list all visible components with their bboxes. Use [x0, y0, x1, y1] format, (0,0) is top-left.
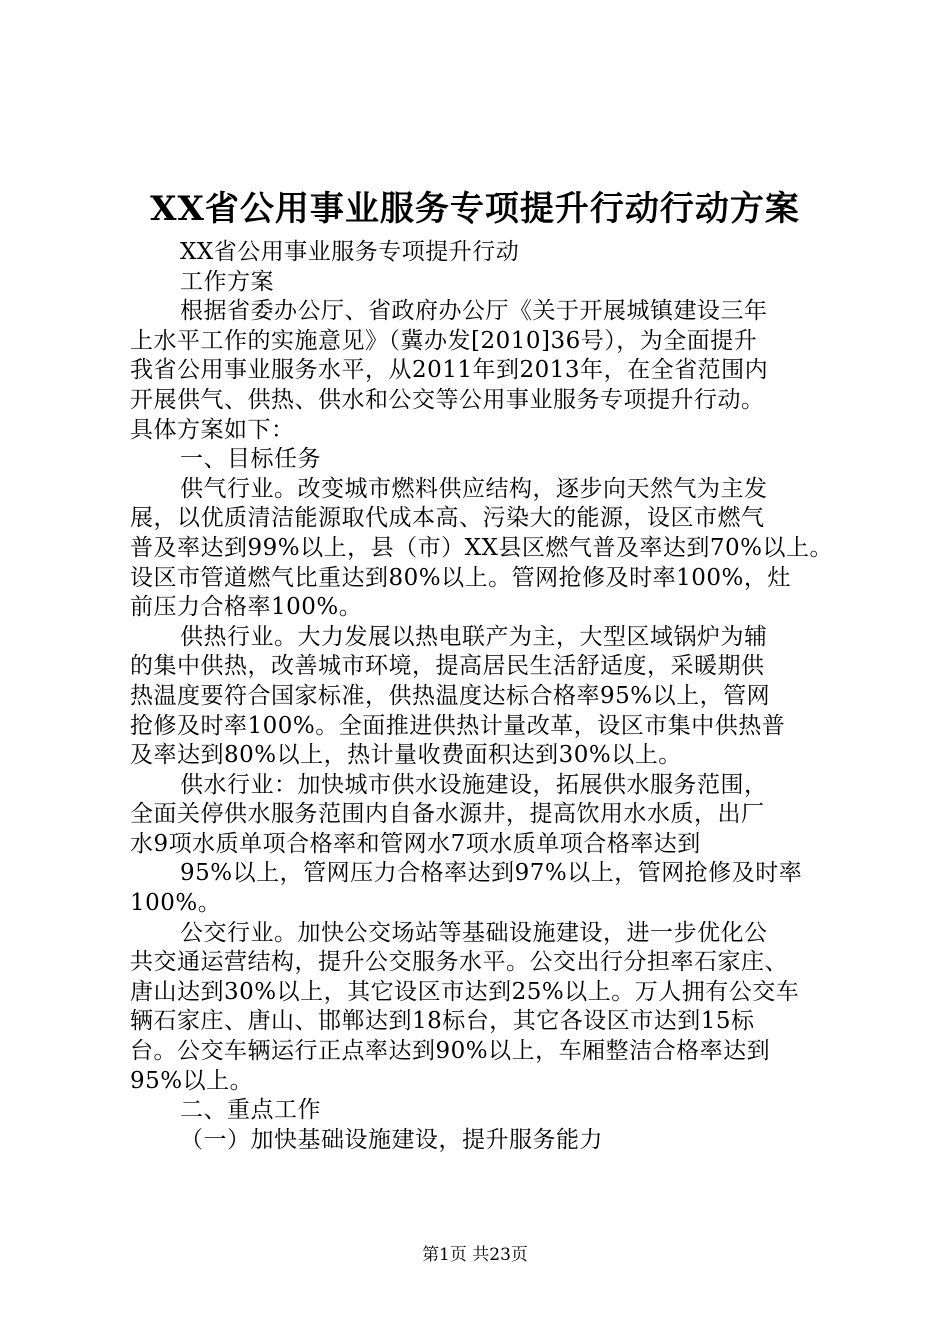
body-line: 供热行业。大力发展以热电联产为主，大型区域锅炉为辅 — [180, 623, 768, 650]
body-line: 工作方案 — [180, 268, 274, 295]
body-line: 供气行业。改变城市燃料供应结构，逐步向天然气为主发 — [180, 475, 768, 502]
body-line: 共交通运营结构，提升公交服务水平。公交出行分担率石家庄、 — [130, 949, 788, 976]
body-line: 供水行业：加快城市供水设施建设，拓展供水服务范围， — [180, 771, 768, 798]
body-line: 辆石家庄、唐山、邯郸达到18标台，其它各设区市达到15标 — [130, 1008, 755, 1035]
body-line: 设区市管道燃气比重达到80%以上。管网抢修及时率100%，灶 — [130, 564, 791, 591]
document-body — [130, 238, 833, 1155]
body-line: 抢修及时率100%。全面推进供热计量改革，设区市集中供热普 — [130, 712, 786, 739]
body-line: 普及率达到99%以上，县（市）XX县区燃气普及率达到70%以上。 — [130, 534, 833, 561]
body-line: 展，以优质清洁能源取代成本高、污染大的能源，设区市燃气 — [130, 505, 765, 532]
body-line: 100%。 — [130, 890, 222, 917]
body-line: 开展供气、供热、供水和公交等公用事业服务专项提升行动。 — [130, 386, 765, 413]
body-line: 95%以上。 — [130, 1067, 254, 1094]
body-line: 的集中供热，改善城市环境，提高居民生活舒适度，采暖期供 — [130, 653, 765, 680]
page-footer: 第1页 共23页 — [422, 1245, 528, 1265]
body-line: 95%以上，管网压力合格率达到97%以上，管网抢修及时率 — [180, 860, 803, 887]
body-line: 一、目标任务 — [180, 446, 321, 473]
body-line: 全面关停供水服务范围内自备水源井，提高饮用水水质，出厂 — [130, 801, 765, 828]
body-line: 上水平工作的实施意见》（冀办发[2010]36号），为全面提升 — [130, 327, 758, 354]
body-line: 根据省委办公厅、省政府办公厅《关于开展城镇建设三年 — [180, 298, 768, 325]
body-line: 二、重点工作 — [180, 1097, 321, 1124]
body-line: 水9项水质单项合格率和管网水7项水质单项合格率达到 — [130, 830, 701, 857]
body-line: 我省公用事业服务水平，从2011年到2013年，在全省范围内 — [130, 357, 769, 384]
body-line: 公交行业。加快公交场站等基础设施建设，进一步优化公 — [180, 919, 768, 946]
body-line: 热温度要符合国家标准，供热温度达标合格率95%以上，管网 — [130, 682, 771, 709]
body-line: （一）加快基础设施建设，提升服务能力 — [180, 1126, 603, 1153]
body-line: 台。公交车辆运行正点率达到90%以上，车厢整洁合格率达到 — [130, 1038, 771, 1065]
body-line: XX省公用事业服务专项提升行动 — [180, 239, 520, 265]
body-line: 唐山达到30%以上，其它设区市达到25%以上。万人拥有公交车 — [130, 978, 800, 1005]
body-line: 具体方案如下： — [130, 416, 295, 443]
body-line: 前压力合格率100%。 — [130, 594, 363, 621]
body-line: 及率达到80%以上，热计量收费面积达到30%以上。 — [130, 742, 682, 769]
document-title: XX省公用事业服务专项提升行动行动方案 — [150, 189, 800, 229]
